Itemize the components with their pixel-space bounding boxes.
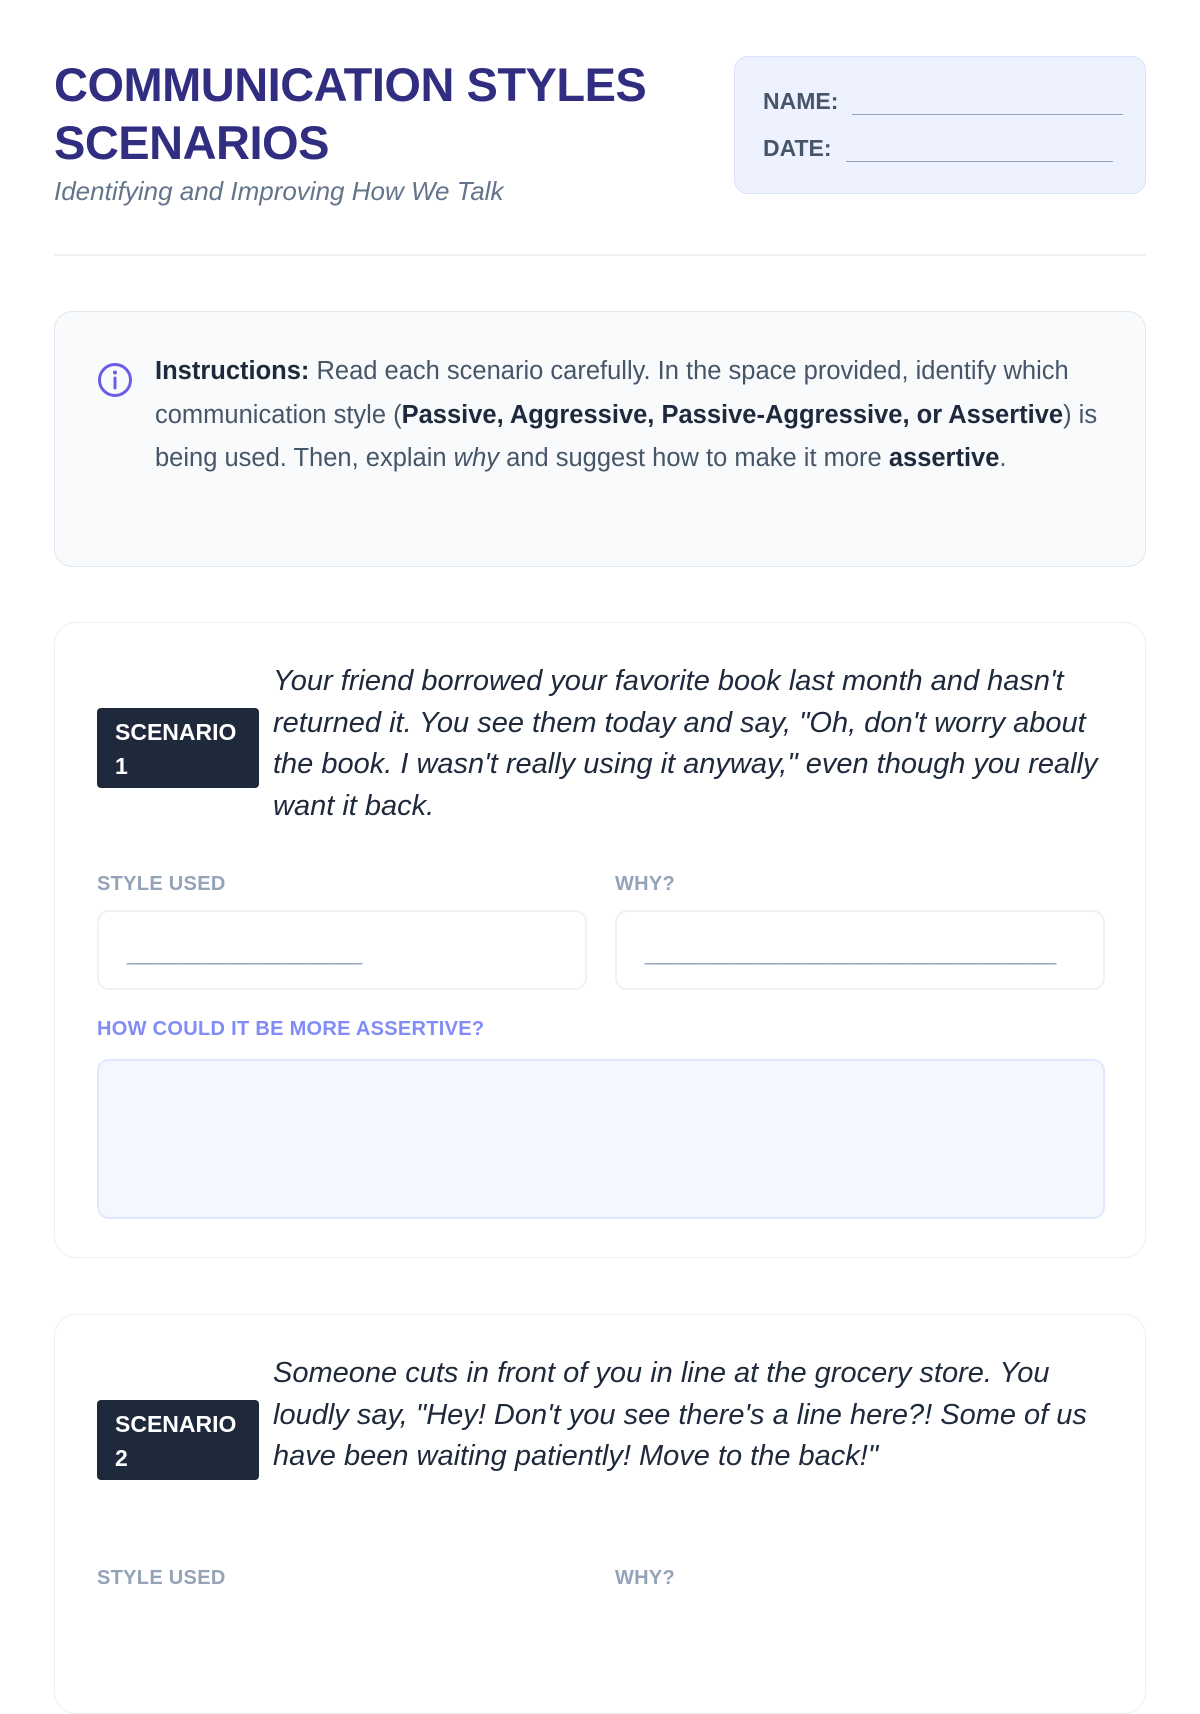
date-field-row — [763, 132, 1113, 162]
name-field-row — [763, 85, 1123, 115]
info-circle-icon — [97, 362, 133, 398]
scenario-badge-number: 1 — [115, 753, 128, 779]
style-used-label: STYLE USED — [97, 1567, 226, 1589]
why-label: WHY? — [615, 1567, 676, 1589]
worksheet-header — [54, 56, 1146, 256]
scenario-badge-word: SCENARIO — [115, 719, 237, 745]
scenario-badge — [97, 1400, 259, 1480]
style-used-field[interactable] — [97, 910, 587, 990]
instructions-text — [155, 350, 1105, 481]
more-assertive-field[interactable] — [97, 1059, 1105, 1219]
scenario-badge — [97, 708, 259, 788]
name-label: NAME: — [763, 88, 839, 114]
scenario-text: Your friend borrowed your favorite book last month and hasn't returned it. You see them today and say, "Oh, don't worry about the book. I wasn't really using it anyway," even though you really want it back. — [273, 665, 1098, 822]
date-label: DATE: — [763, 135, 832, 161]
instructions-part-4: . — [999, 444, 1007, 472]
scenario-text: Someone cuts in front of you in line at the grocery store. You loudly say, "Hey! Don't you see there's a line here?! Some of us have been waiting patiently! Move to the back!" — [273, 1357, 1087, 1472]
instructions-assertive: assertive — [888, 444, 1000, 472]
name-date-box — [734, 56, 1146, 194]
more-assertive-label: HOW COULD IT BE MORE ASSERTIVE? — [97, 1018, 485, 1040]
date-field[interactable] — [846, 139, 1113, 162]
instructions-part-1: Read each scenario carefully. In the space provided, identify which communication style ( — [155, 357, 1069, 429]
scenario-badge-word: SCENARIO — [115, 1411, 237, 1437]
why-label: WHY? — [615, 873, 676, 895]
instructions-part-2: ) is being used. Then, explain — [155, 400, 1098, 472]
style-used-label: STYLE USED — [97, 873, 226, 895]
page-title: COMMUNICATION STYLES SCENARIOS — [54, 58, 647, 169]
why-field[interactable] — [615, 910, 1105, 990]
scenario-card-1 — [54, 622, 1146, 1258]
why-blank: ___________________________________ — [645, 940, 1056, 965]
scenario-card-2 — [54, 1314, 1146, 1714]
instructions-why: why — [453, 444, 500, 472]
scenario-badge-number: 2 — [115, 1445, 128, 1471]
instructions-box — [54, 311, 1146, 567]
style-used-blank: ____________________ — [127, 940, 362, 965]
instructions-part-3: and suggest how to make it more — [499, 444, 889, 472]
header-divider — [54, 254, 1146, 256]
instructions-lead: Instructions: — [155, 357, 310, 385]
instructions-styles: Passive, Aggressive, Passive-Aggressive, or Assertive — [401, 400, 1064, 429]
page-subtitle: Identifying and Improving How We Talk — [54, 176, 504, 206]
name-field[interactable] — [852, 92, 1123, 115]
